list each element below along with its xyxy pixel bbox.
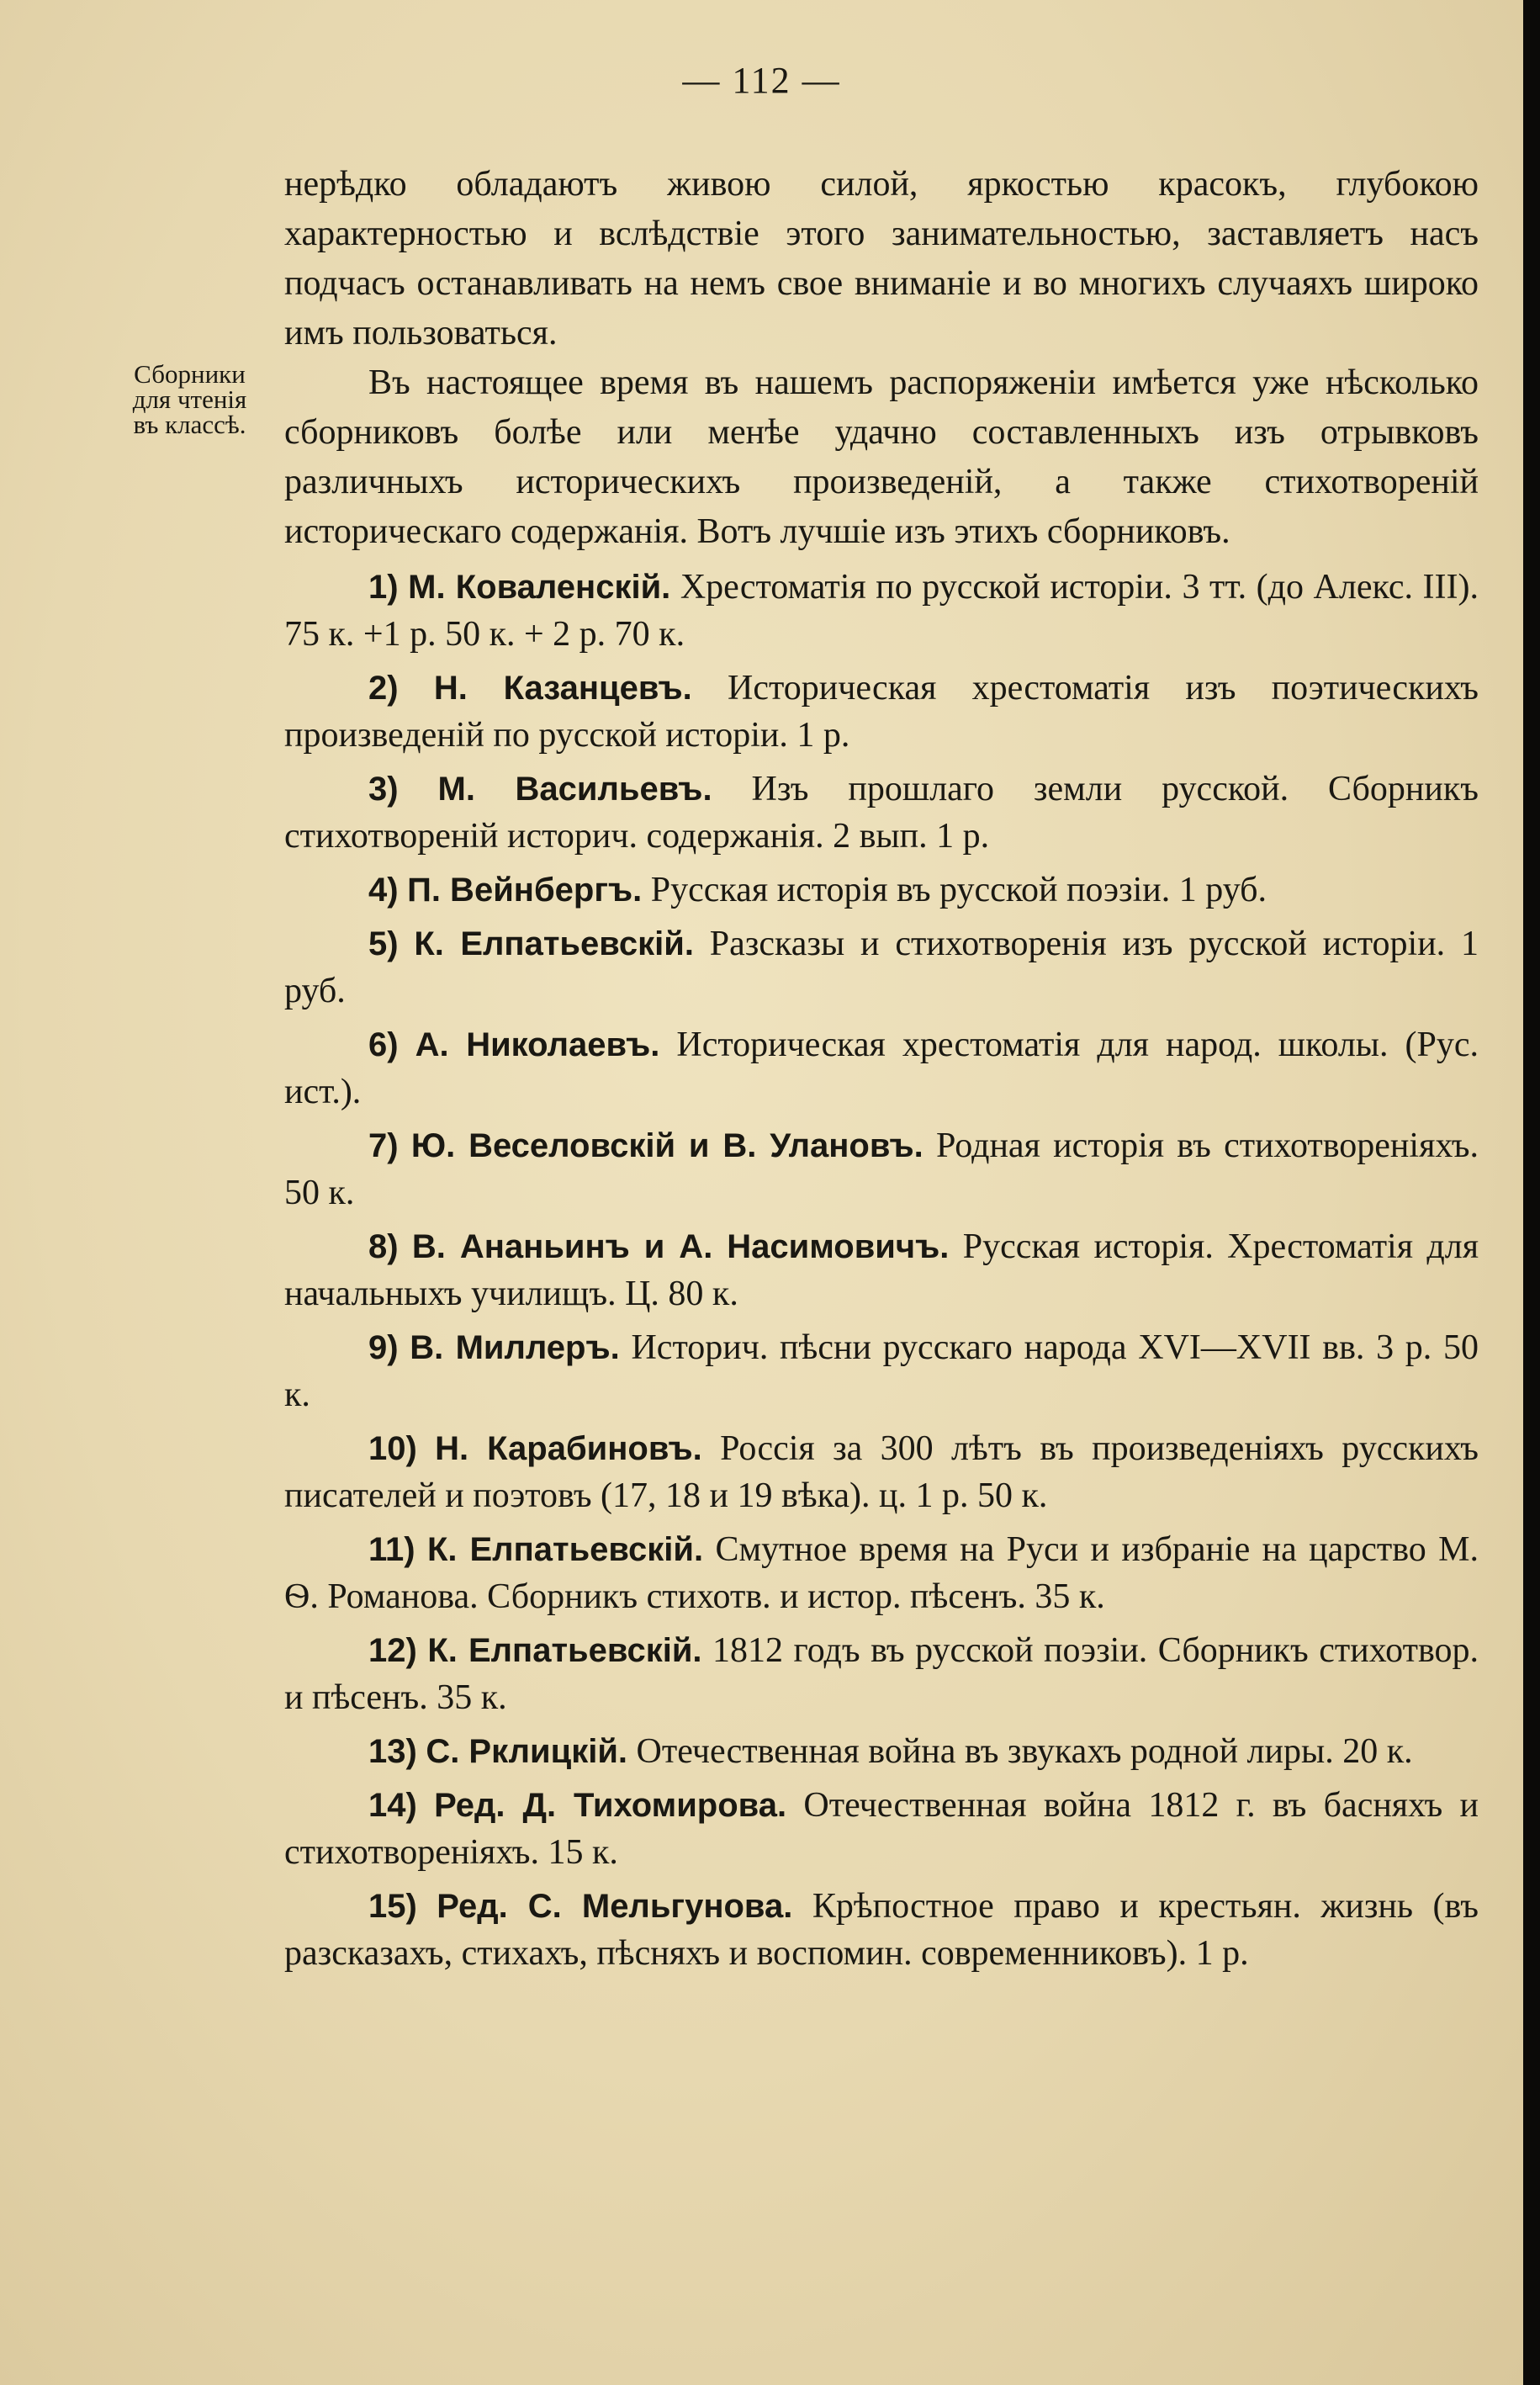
entry-number: 2)	[368, 670, 399, 707]
entry-text: Отечественная война 1812 г. въ басняхъ и стихотвореніяхъ. 15 к.	[284, 1786, 1479, 1872]
list-item	[284, 1627, 1479, 1721]
list-item	[284, 1021, 1479, 1116]
list-item	[284, 766, 1479, 860]
entry-number: 6)	[368, 1026, 399, 1063]
entry-author: А. Николаевъ.	[415, 1026, 660, 1063]
list-item	[284, 1223, 1479, 1317]
page-number: — 112 —	[682, 60, 841, 101]
body-text	[284, 160, 1479, 1977]
list-item	[284, 1526, 1479, 1620]
margin-note-line: Сборники	[134, 359, 246, 389]
entry-number: 4)	[368, 872, 399, 909]
entry-author: К. Елпатьевскій.	[427, 1632, 702, 1669]
entry-number: 14)	[368, 1787, 417, 1824]
entry-author: Н. Казанцевъ.	[433, 670, 692, 707]
entry-author: В. Миллеръ.	[410, 1329, 620, 1366]
entry-author: Ред. С. Мельгунова.	[437, 1888, 793, 1925]
entry-text: Россія за 300 лѣтъ въ произведеніяхъ русскихъ писателей и поэтовъ (17, 18 и 19 вѣка). ц. 1 р. 50 к.	[284, 1429, 1479, 1515]
entry-author: В. Ананьинъ и А. Насимовичъ.	[411, 1228, 950, 1265]
entry-number: 8)	[368, 1228, 399, 1265]
entry-text: Историч. пѣсни русскаго народа XVI—XVII вв. 3 р. 50 к.	[284, 1328, 1479, 1414]
entry-author: Ю. Веселовскій и В. Улановъ.	[410, 1127, 923, 1164]
list-item	[284, 867, 1479, 914]
entry-number: 7)	[368, 1127, 399, 1164]
list-item	[284, 564, 1479, 658]
entry-text: 1812 годъ въ русской поэзіи. Сборникъ стихотвор. и пѣсенъ. 35 к.	[284, 1631, 1479, 1717]
entry-author: М. Васильевъ.	[437, 771, 712, 808]
list-item	[284, 920, 1479, 1015]
entry-text: Хрестоматія по русской исторіи. 3 тт. (до Алекс. III). 75 к. +1 р. 50 к. + 2 р. 70 к.	[284, 568, 1479, 654]
entry-text: Крѣпостное право и крестьян. жизнь (въ разсказахъ, стихахъ, пѣсняхъ и воспомин. современниковъ). 1 р.	[284, 1887, 1479, 1973]
entry-author: П. Вейнбергъ.	[407, 872, 643, 909]
entry-number: 12)	[368, 1632, 417, 1669]
paragraph-continuation: нерѣдко обладаютъ живою силой, яркостью красокъ, глубокою характерностью и вслѣдствіе этого занимательностью, заставляетъ насъ подчасъ останавливать на немъ свое вниманіе и во многихъ случаяхъ широко имъ пользоваться.	[284, 165, 1479, 352]
margin-note-line: для чтенія	[132, 384, 247, 414]
margin-note-line: въ классѣ.	[133, 410, 246, 439]
entry-number: 10)	[368, 1430, 417, 1467]
entry-author: Н. Карабиновъ.	[435, 1430, 702, 1467]
entry-number: 11)	[368, 1531, 415, 1568]
entry-text: Смутное время на Руси и избраніе на царство М. Ѳ. Романова. Сборникъ стихотв. и истор. пѣсенъ. 35 к.	[284, 1530, 1479, 1616]
entry-text: Изъ прошлаго земли русской. Сборникъ стихотвореній историч. содержанія. 2 вып. 1 р.	[284, 770, 1479, 856]
entry-text: Разсказы и стихотворенія изъ русской исторіи. 1 руб.	[284, 925, 1479, 1010]
entry-text: Родная исторія въ стихотвореніяхъ. 50 к.	[284, 1126, 1479, 1212]
entry-number: 15)	[368, 1888, 417, 1925]
entry-text: Историческая хрестоматія изъ поэтическихъ произведеній по русской исторіи. 1 р.	[284, 669, 1479, 755]
margin-note	[99, 359, 280, 439]
entry-number: 13)	[368, 1733, 417, 1770]
entry-text: Русская исторія. Хрестоматія для начальныхъ училищъ. Ц. 80 к.	[284, 1227, 1479, 1313]
list-item	[284, 1425, 1479, 1519]
list-item	[284, 1728, 1479, 1775]
list-item	[284, 1122, 1479, 1216]
entry-author: К. Елпатьевскій.	[414, 925, 694, 962]
list-item	[284, 1883, 1479, 1977]
list-item	[284, 1324, 1479, 1418]
entry-text: Русская исторія въ русской поэзіи. 1 руб.	[642, 871, 1267, 909]
entry-author: К. Елпатьевскій.	[426, 1531, 704, 1568]
entry-text: Отечественная война въ звукахъ родной лиры. 20 к.	[627, 1732, 1413, 1771]
entry-number: 3)	[368, 771, 399, 808]
list-item	[284, 665, 1479, 759]
entry-author: С. Рклицкій.	[426, 1733, 628, 1770]
entry-author: Ред. Д. Тихомирова.	[434, 1787, 787, 1824]
entry-number: 5)	[368, 925, 399, 962]
list-item	[284, 1782, 1479, 1876]
entry-number: 1)	[368, 569, 399, 606]
entry-author: М. Коваленскій.	[408, 569, 671, 606]
entry-text: Историческая хрестоматія для народ. школы. (Рус. ист.).	[284, 1026, 1479, 1111]
entry-number: 9)	[368, 1329, 399, 1366]
paragraph-intro: Въ настоящее время въ нашемъ распоряженіи имѣется уже нѣсколько сборниковъ болѣе или менѣе удачно составленныхъ изъ отрывковъ различныхъ историческихъ произведеній, а также стихотвореній историческаго содержанія. Вотъ лучшіе изъ этихъ сборниковъ.	[284, 363, 1479, 551]
